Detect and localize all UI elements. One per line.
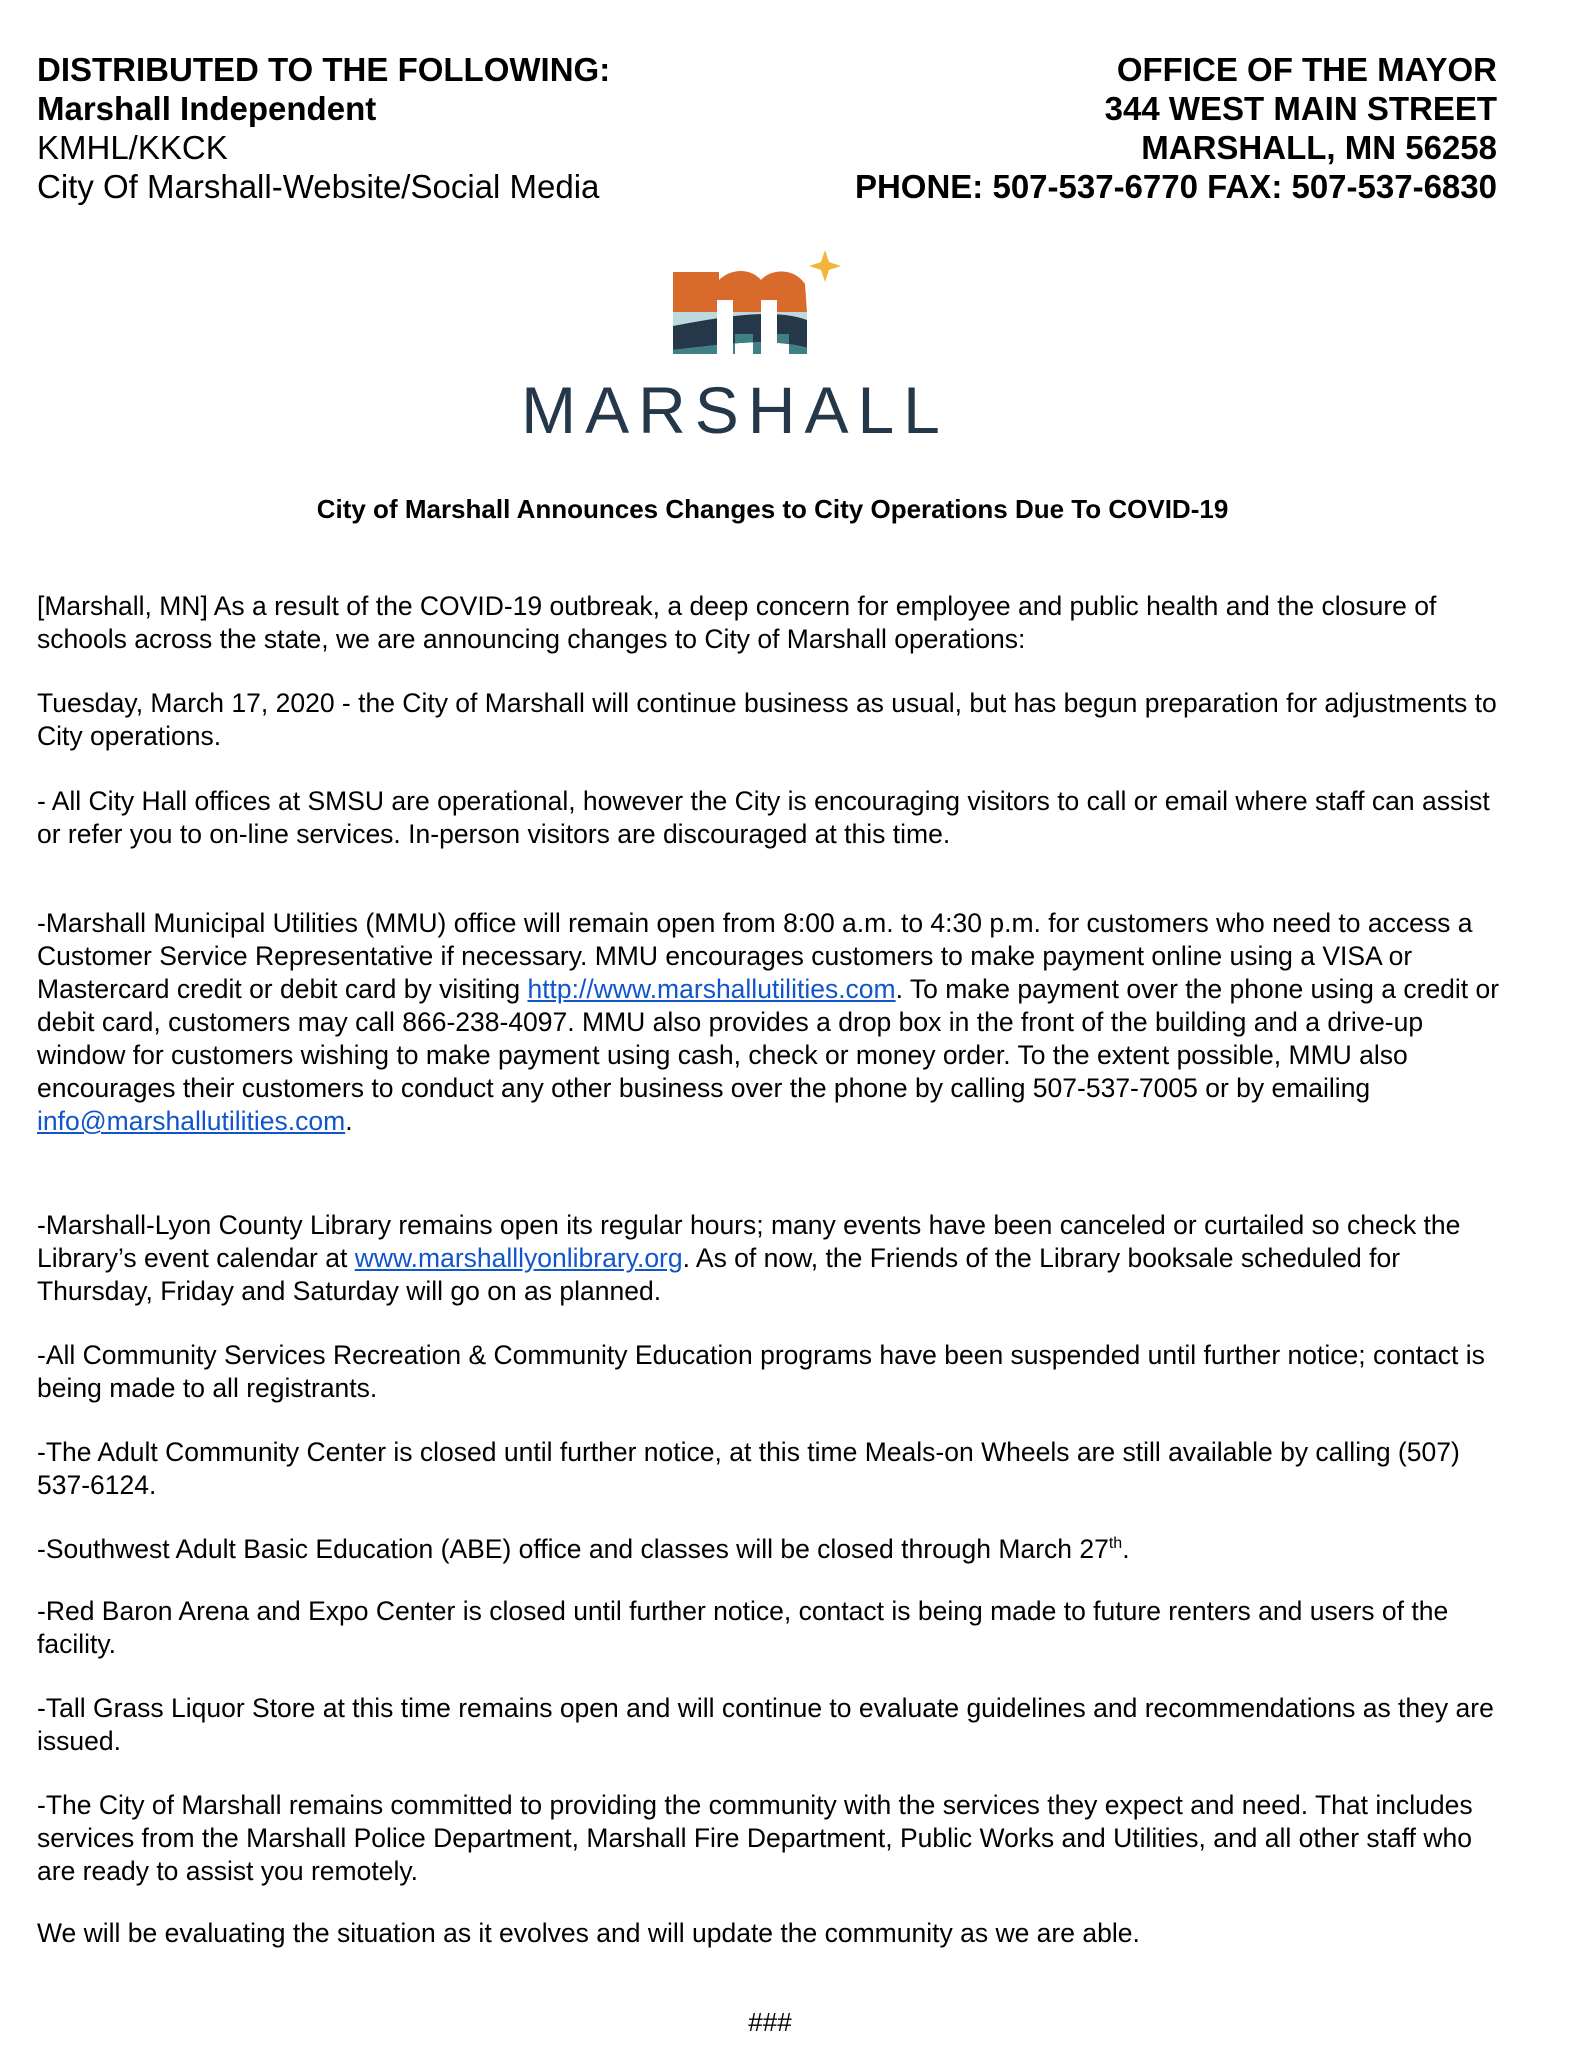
announcement-title: City of Marshall Announces Changes to City Operations Due To COVID-19 [316, 494, 1229, 524]
mmu-text-2: . To make payment over the phone using a credit or debit card, customers may call 866-238-4097. MMU also provides a drop box in the front of the building and a drive-up window for customers wishing to make payment using cash, check or money order. To the extent possible, MMU also encourages their customers to conduct any other business over the phone by calling 507-537-7005 or by emailing [37, 974, 1500, 1103]
distributed-label: DISTRIBUTED TO THE FOLLOWING: [37, 51, 611, 88]
mmu-paragraph [37, 907, 1507, 1138]
m-mark-icon [673, 250, 841, 356]
office-street: 344 WEST MAIN STREET [1104, 90, 1497, 127]
recipient-marshall-independent: Marshall Independent [37, 90, 377, 127]
recipient-radio: KMHL/KKCK [37, 129, 228, 166]
committed-paragraph: -The City of Marshall remains committed to providing the community with the services they expect and need. That includes services from the Marshall Police Department, Marshall Fire Department, Public Works and Utilities, and all other staff who are ready to assist you remotely. [37, 1790, 1473, 1886]
mmu-email-link[interactable]: info@marshallutilities.com [37, 1106, 346, 1136]
mmu-text-3: . [345, 1106, 353, 1136]
library-paragraph [37, 1209, 1507, 1308]
office-phone-fax: PHONE: 507-537-6770 FAX: 507-537-6830 [854, 168, 1497, 205]
office-city: MARSHALL, MN 56258 [1141, 129, 1497, 166]
library-website-link[interactable]: www.marshalllyonlibrary.org [354, 1243, 683, 1273]
tall-grass-paragraph: -Tall Grass Liquor Store at this time remains open and will continue to evaluate guidelines and recommendations as they are issued. [37, 1693, 1494, 1756]
library-text-2: . As of now, the Friends of the Library booksale scheduled for Thursday, Friday and Saturday will go on as planned. [37, 1243, 1401, 1306]
community-services-paragraph: -All Community Services Recreation & Community Education programs have been suspended until further notice; contact is being made to all registrants. [37, 1340, 1485, 1403]
mmu-website-link[interactable]: http://www.marshallutilities.com [527, 974, 896, 1004]
abe-end: . [1122, 1534, 1130, 1564]
recipient-website: City Of Marshall-Website/Social Media [37, 168, 600, 205]
logo-wordmark: MARSHALL [521, 373, 949, 445]
office-name: OFFICE OF THE MAYOR [1116, 51, 1497, 88]
intro-paragraph: [Marshall, MN] As a result of the COVID-19 outbreak, a deep concern for employee and public health and the closure of schools across the state, we are announcing changes to City of Marshall operations: [37, 591, 1437, 654]
abe-paragraph [37, 1533, 1507, 1566]
marshall-logo [495, 250, 975, 445]
adult-center-paragraph: -The Adult Community Center is closed until further notice, at this time Meals-on Wheels are still available by calling (507) 537-6124. [37, 1437, 1460, 1500]
end-marker: ### [748, 2007, 792, 2037]
abe-superscript: th [1108, 1535, 1123, 1553]
city-hall-paragraph: - All City Hall offices at SMSU are operational, however the City is encouraging visitors to call or email where staff can assist or refer you to on-line services. In-person visitors are discouraged at this time. [37, 786, 1490, 849]
evaluating-paragraph: We will be evaluating the situation as it evolves and will update the community as we are able. [37, 1918, 1140, 1948]
distribution-list [37, 50, 610, 206]
date-paragraph: Tuesday, March 17, 2020 - the City of Marshall will continue business as usual, but has begun preparation for adjustments to City operations. [37, 688, 1497, 751]
library-text-1: -Marshall-Lyon County Library remains open its regular hours; many events have been canceled or curtailed so check the Library’s event calendar at [37, 1210, 1461, 1273]
red-baron-paragraph: -Red Baron Arena and Expo Center is closed until further notice, contact is being made to future renters and users of the facility. [37, 1596, 1449, 1659]
mmu-text-1: -Marshall Municipal Utilities (MMU) office will remain open from 8:00 a.m. to 4:30 p.m. for customers who need to access a Customer Service Representative if necessary. MMU encourages customers to make payment online using a VISA or Mastercard credit or debit card by visiting [37, 908, 1473, 1004]
mayor-office-address [855, 50, 1497, 206]
abe-text: -Southwest Adult Basic Education (ABE) office and classes will be closed through March 27 [37, 1534, 1109, 1564]
